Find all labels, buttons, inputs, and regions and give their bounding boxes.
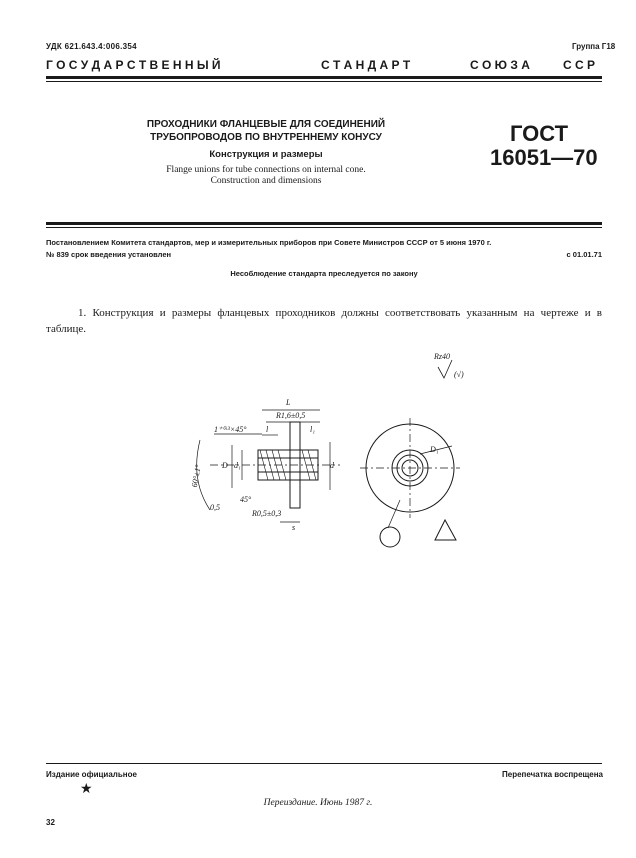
title-rule-thin <box>46 227 602 228</box>
decree-line-2: № 839 срок введения установлен <box>46 250 172 259</box>
circle-symbol <box>380 527 400 547</box>
banner-word-union: С О Ю З А <box>470 58 530 72</box>
official-edition: Издание официальное <box>46 770 137 779</box>
dim-l-label: l <box>266 425 269 434</box>
dim-D1-label: D₁ <box>430 445 439 454</box>
decree-date: с 01.01.71 <box>566 250 602 259</box>
title-rule <box>46 222 602 225</box>
dim-l1-label: l₁ <box>310 425 316 434</box>
dim-chamfer-label: 1⁺⁰·³×45° <box>214 425 247 434</box>
dim-L-label: L <box>286 398 291 407</box>
dim-D-label: D <box>222 461 228 470</box>
banner-word-ussr: С С Р <box>563 58 596 72</box>
star-icon: ★ <box>80 780 93 796</box>
dim-R-label: R1,6±0,5 <box>276 411 306 420</box>
header-rule <box>46 76 602 79</box>
dim-R2-label: R0,5±0,3 <box>252 509 282 518</box>
title-russian: ПРОХОДНИКИ ФЛАНЦЕВЫЕ ДЛЯ СОЕДИНЕНИЙ ТРУБОПРОВОДОВ ПО ВНУТРЕННЕМУ КОНУСУ <box>146 119 386 143</box>
footer-rule <box>46 763 602 764</box>
dim-d-label: d <box>330 461 334 470</box>
banner-word-standard: С Т А Н Д А Р Т <box>321 58 411 72</box>
roughness-label: Rz40 <box>434 352 450 361</box>
clause-1: 1. Конструкция и размеры фланцевых проходников должны соответствовать указанным на чертеже и в таблице. <box>46 307 602 335</box>
gost-number: 16051—70 <box>490 145 598 170</box>
page-number: 32 <box>46 818 55 827</box>
header-rule-thin <box>46 81 602 82</box>
triangle-symbol <box>435 520 456 540</box>
banner-word-state: Г О С У Д А Р С Т В Е Н Н Ы Й <box>46 58 221 72</box>
penalty-notice: Несоблюдение стандарта преследуется по закону <box>230 269 418 278</box>
dim-s-label: s <box>292 523 296 532</box>
dim-angle-label: 60°±1° <box>189 463 203 488</box>
decree-line-1: Постановлением Комитета стандартов, мер и измерительных приборов при Совете Министров СССР от 5 июня 1970 г. <box>46 238 492 247</box>
udc-code: УДК 621.643.4:006.354 <box>46 42 137 51</box>
subtitle-russian: Конструкция и размеры <box>209 149 323 160</box>
gost-label: ГОСТ <box>510 121 569 146</box>
technical-drawing <box>170 350 500 550</box>
title-english-line-2: Construction and dimensions <box>210 176 322 186</box>
dim-45-label: 45° <box>240 495 252 504</box>
dim-d1-label: d₁ <box>234 461 241 470</box>
roughness-suffix: (√) <box>454 370 464 379</box>
decree-block <box>46 237 602 261</box>
group-code: Группа Г18 <box>572 42 616 51</box>
title-english-line-1: Flange unions for tube connections on internal cone. <box>166 165 366 175</box>
roughness-icon <box>438 360 452 378</box>
dim-side-label: 0,5 <box>210 503 220 512</box>
reprint-forbidden: Перепечатка воспрещена <box>502 770 603 779</box>
reprint-info: Переиздание. Июнь 1987 г. <box>263 798 373 808</box>
title-english <box>116 165 416 187</box>
